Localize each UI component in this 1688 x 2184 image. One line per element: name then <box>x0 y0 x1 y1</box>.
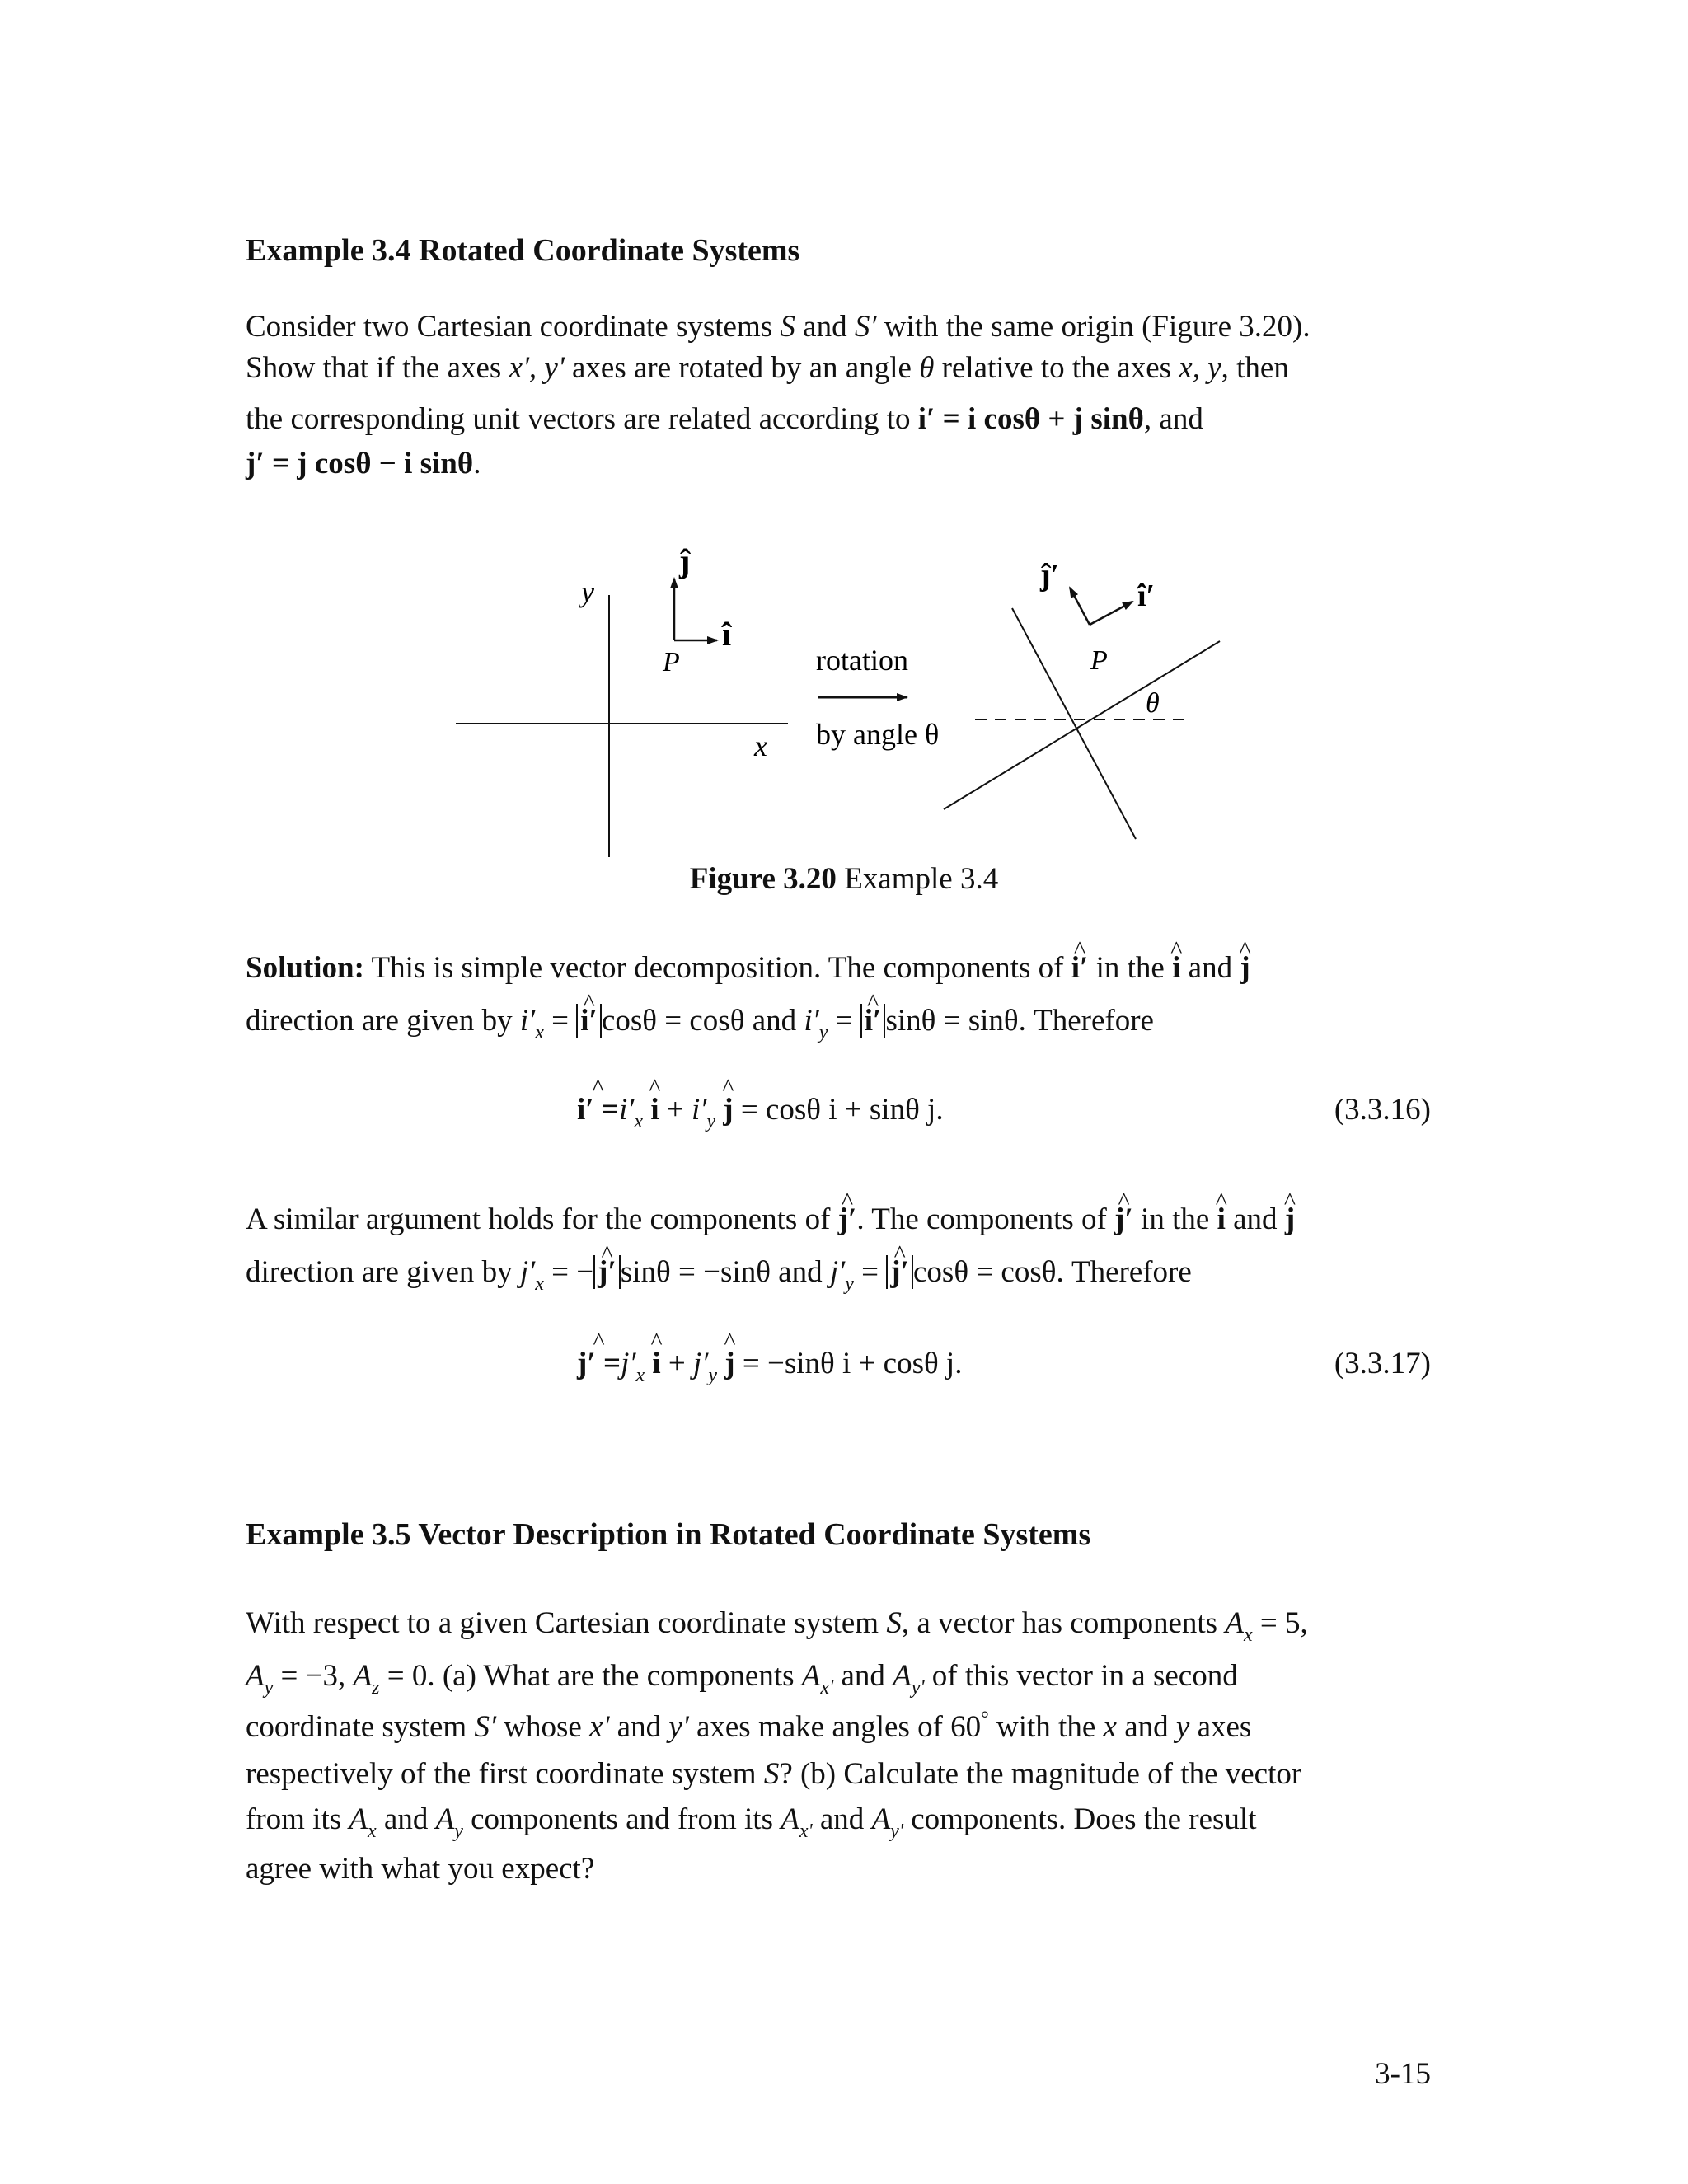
solution-paragraph <box>246 942 1431 1047</box>
j-hat-prime-label: ĵ′ <box>1040 558 1060 593</box>
example-3-5-line-2: $A_y = -3$, $A_z = 0$. (a) What are the components $A_{x'}$ and $A_{y'}$ of this vector in a second <box>246 1659 1238 1699</box>
i-hat-label: î <box>722 616 732 653</box>
problem-line-2: Show that if the axes x', y' axes are rotated by an angle θ relative to the axes x, y, then <box>246 351 1289 385</box>
similar-argument-paragraph <box>246 1193 1431 1299</box>
x-axis-label: x <box>754 729 767 762</box>
page-number: 3-15 <box>1375 2057 1431 2091</box>
problem-line-3: the corresponding unit vectors are related according to i′ = i cosθ + j sinθ, and <box>246 402 1203 436</box>
theta-label: θ <box>1146 688 1160 719</box>
equation-3-3-16 <box>246 1092 1431 1141</box>
example-3-5-heading: Example 3.5 Vector Description in Rotated Coordinate Systems <box>246 1517 1091 1552</box>
example-3-4-heading: Example 3.4 Rotated Coordinate Systems <box>246 233 800 268</box>
problem-line-4: j′ = j cosθ − i sinθ. <box>246 447 481 480</box>
rotated-unit-vectors <box>1039 558 1155 625</box>
x-prime-axis-line <box>944 641 1220 809</box>
rotated-axes <box>944 608 1220 839</box>
solution-line-2: direction are given by $i'_x$ = ^ i′ cosθ = cosθ and $i'_y$ = ^ i′ sinθ = sinθ. Therefore <box>246 995 1431 1047</box>
j-hat-label: ĵ <box>679 542 691 579</box>
y-axis-label: y <box>581 575 594 608</box>
j-hat-prime-arrow <box>1070 588 1090 625</box>
example-3-5-problem <box>246 1597 1431 1896</box>
i-hat-prime-label: î′ <box>1137 579 1156 613</box>
rotation-label: rotation <box>816 644 908 677</box>
figure-3-20 <box>429 536 1253 865</box>
i-hat-prime-arrow <box>1090 602 1132 625</box>
equation-3-3-17-body: ^ $j' =j'_x$ ^ $i + j'_y$ ^ j = −sinθ i + cosθ j. <box>577 1346 962 1381</box>
example-3-5-line-1: With respect to a given Cartesian coordinate system S, a vector has components $A_x = 5$, <box>246 1606 1308 1646</box>
similar-line-1: A similar argument holds for the components of ^ j′. The components of ^ j′ in the ^ i and ^ j <box>246 1193 1431 1246</box>
example-3-4-problem <box>246 305 1431 486</box>
solution-line-1: Solution: This is simple vector decomposition. The components of ^ i′ in the ^ i and ^ j <box>246 942 1431 995</box>
example-3-5-line-4: respectively of the first coordinate system S? (b) Calculate the magnitude of the vector <box>246 1757 1302 1791</box>
point-p-prime-label: P <box>1090 645 1108 676</box>
by-angle-label: by angle θ <box>816 718 940 751</box>
equation-3-3-16-body: ^ $i' =i'_x$ ^ $i + i'_y$ ^ j = cosθ i + sinθ j. <box>577 1092 944 1127</box>
example-3-5-line-3: coordinate system S′ whose x' and y' axes make angles of 60° with the x and y axes <box>246 1708 1252 1744</box>
y-prime-axis-line <box>1012 608 1136 839</box>
example-3-5-line-5: from its $A_x$ and $A_y$ components and from its $A_{x'}$ and $A_{y'}$ components. Does the result <box>246 1802 1257 1842</box>
equation-number-3-3-17: (3.3.17) <box>1334 1347 1431 1380</box>
original-unit-vectors <box>662 542 732 677</box>
problem-line-1: Consider two Cartesian coordinate systems S and S′ with the same origin (Figure 3.20). <box>246 310 1311 344</box>
rotation-arrow-group <box>816 644 939 751</box>
similar-line-2: direction are given by $j'_x$ = −^ j′ sinθ = −sinθ and $j'_y$ = ^ j′ cosθ = cosθ. Therefore <box>246 1246 1431 1299</box>
original-axes <box>456 575 788 857</box>
figure-caption: Figure 3.20 Example 3.4 <box>689 862 999 896</box>
i-prime-equation: i′ = i cosθ + j sinθ <box>917 402 1144 436</box>
equation-3-3-17 <box>246 1346 1431 1395</box>
equation-number-3-3-16: (3.3.16) <box>1334 1093 1431 1127</box>
j-prime-equation: j′ = j cosθ − i sinθ <box>246 447 474 480</box>
example-3-5-line-6: agree with what you expect? <box>246 1852 595 1886</box>
point-p-label: P <box>663 647 680 677</box>
